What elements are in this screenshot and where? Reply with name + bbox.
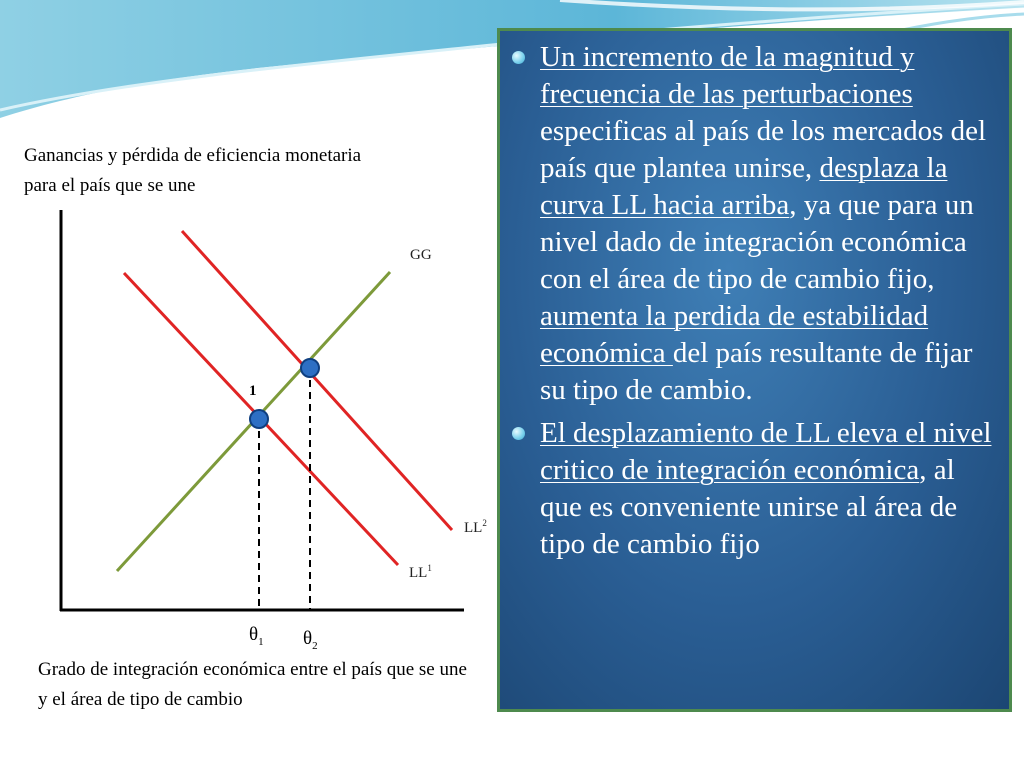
theta1-symbol: θ bbox=[249, 624, 259, 645]
gg-label-text: GG bbox=[410, 247, 432, 263]
theta1-label bbox=[249, 624, 264, 648]
bullet1-underlined-1: Un incremento de la magnitud y frecuencia de las perturbaciones bbox=[540, 41, 915, 110]
equilibrium-point-1 bbox=[250, 410, 268, 428]
bullet1-underlined-5: aumenta la perdida de estabilidad económica bbox=[540, 300, 929, 369]
ll2-label-base: LL bbox=[464, 520, 483, 536]
theta2-label bbox=[303, 628, 318, 652]
explanation-textbox bbox=[497, 28, 1012, 712]
bullet-item-2 bbox=[512, 415, 995, 563]
theta1-sub: 1 bbox=[258, 635, 264, 648]
ll1-curve-label bbox=[409, 563, 432, 582]
bullet1-text-6: del país resultante de fijar su tipo de cambio. bbox=[540, 337, 973, 406]
gg-curve-label bbox=[410, 247, 432, 264]
ll1-label-base: LL bbox=[409, 565, 428, 581]
bullet2-text-2: , al que es conveniente unirse al área de tipo de cambio fijo bbox=[540, 454, 958, 560]
ll2-curve-label bbox=[464, 518, 487, 537]
ll1-label-sup: 1 bbox=[427, 563, 432, 573]
bullet2-underlined-1: El desplazamiento de LL eleva el nivel critico de integración económica bbox=[540, 417, 992, 486]
equilibrium-point-2 bbox=[301, 359, 319, 377]
theta2-symbol: θ bbox=[303, 628, 313, 649]
bullet-dot-icon bbox=[512, 51, 525, 64]
bullet-dot-icon bbox=[512, 427, 525, 440]
bullet1-text-4: , ya que para un nivel dado de integración económica con el área de tipo de cambio fijo, bbox=[540, 189, 974, 295]
point-1-label: 1 bbox=[249, 383, 257, 399]
bullet-item-1 bbox=[512, 39, 995, 409]
x-axis-label: Grado de integración económica entre el país que se une y el área de tipo de cambio bbox=[38, 659, 467, 710]
bullet-list bbox=[512, 39, 995, 563]
bullet1-text-2: especificas al país de los mercados del país que plantea unirse, bbox=[540, 115, 987, 184]
ll2-curve bbox=[182, 231, 452, 530]
bullet1-underlined-3: desplaza la curva LL hacia arriba bbox=[540, 152, 948, 221]
y-axis-label: Ganancias y pérdida de eficiencia monetaria para el país que se une bbox=[24, 145, 362, 196]
theta2-sub: 2 bbox=[312, 639, 318, 652]
ll2-label-sup: 2 bbox=[482, 518, 487, 528]
